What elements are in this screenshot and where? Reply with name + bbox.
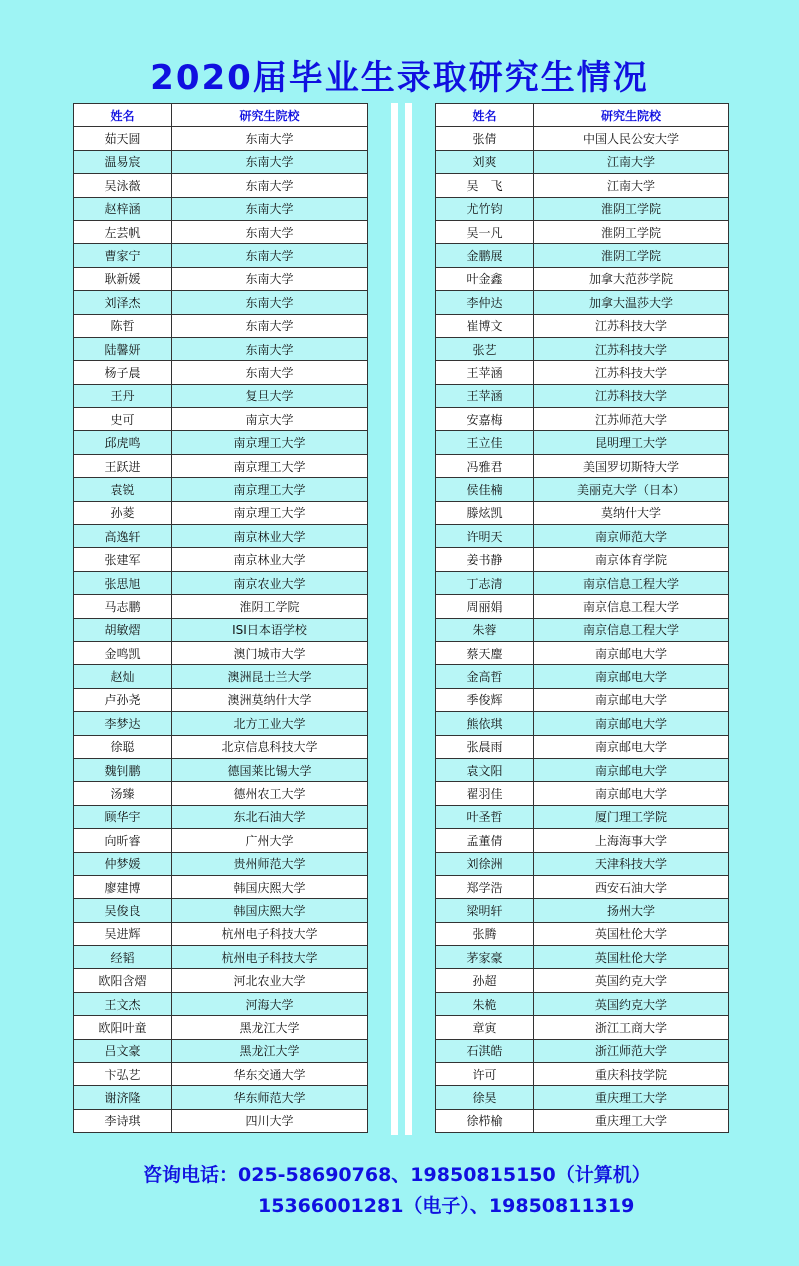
table-row (436, 946, 729, 969)
table-row (74, 501, 368, 524)
table-row (74, 852, 368, 875)
student-name-cell: 仲梦媛 (74, 852, 172, 875)
school-name-cell: 美丽克大学（日本） (534, 478, 729, 501)
table-header-row (74, 104, 368, 127)
table-row (74, 946, 368, 969)
school-name-cell: 英国约克大学 (534, 969, 729, 992)
school-name-cell: 加拿大温莎大学 (534, 291, 729, 314)
table-row (436, 1063, 729, 1086)
table-row (74, 688, 368, 711)
table-row (74, 665, 368, 688)
table-row (74, 127, 368, 150)
table-row (74, 197, 368, 220)
student-name-cell: 翟羽佳 (436, 782, 534, 805)
table-row (436, 478, 729, 501)
column-header-name: 姓名 (436, 104, 534, 127)
table-row (436, 525, 729, 548)
school-name-cell: 南京师范大学 (534, 525, 729, 548)
student-name-cell: 朱蓉 (436, 618, 534, 641)
table-row (74, 782, 368, 805)
school-name-cell: 南京信息工程大学 (534, 571, 729, 594)
table-row (74, 267, 368, 290)
table-row (74, 899, 368, 922)
school-name-cell: 江南大学 (534, 174, 729, 197)
student-name-cell: 朱桅 (436, 992, 534, 1015)
table-row (74, 712, 368, 735)
student-name-cell: 邱虎鸣 (74, 431, 172, 454)
student-name-cell: 廖建博 (74, 875, 172, 898)
student-name-cell: 吴 飞 (436, 174, 534, 197)
school-name-cell: 重庆理工大学 (534, 1109, 729, 1132)
table-row (436, 688, 729, 711)
table-row (436, 408, 729, 431)
student-name-cell: 张腾 (436, 922, 534, 945)
table-row (436, 220, 729, 243)
school-name-cell: 南京信息工程大学 (534, 595, 729, 618)
table-row (74, 1039, 368, 1062)
school-name-cell: 东南大学 (172, 220, 368, 243)
school-name-cell: 江苏科技大学 (534, 314, 729, 337)
school-name-cell: 淮阴工学院 (172, 595, 368, 618)
school-name-cell: 南京邮电大学 (534, 782, 729, 805)
school-name-cell: 广州大学 (172, 829, 368, 852)
student-name-cell: 经韬 (74, 946, 172, 969)
student-name-cell: 李仲达 (436, 291, 534, 314)
student-name-cell: 季俊辉 (436, 688, 534, 711)
school-name-cell: 南京邮电大学 (534, 665, 729, 688)
table-row (436, 127, 729, 150)
table-row (74, 829, 368, 852)
student-name-cell: 侯佳楠 (436, 478, 534, 501)
school-name-cell: 南京林业大学 (172, 548, 368, 571)
table-row (74, 337, 368, 360)
table-row (436, 571, 729, 594)
school-name-cell: 贵州师范大学 (172, 852, 368, 875)
student-name-cell: 王丹 (74, 384, 172, 407)
school-name-cell: 韩国庆熙大学 (172, 899, 368, 922)
table-row (74, 595, 368, 618)
table-row (436, 969, 729, 992)
student-name-cell: 孙超 (436, 969, 534, 992)
student-name-cell: 姜书静 (436, 548, 534, 571)
student-name-cell: 茹天圆 (74, 127, 172, 150)
student-name-cell: 王文杰 (74, 992, 172, 1015)
student-name-cell: 石淇皓 (436, 1039, 534, 1062)
table-row (436, 291, 729, 314)
student-name-cell: 张思旭 (74, 571, 172, 594)
school-name-cell: ISI日本语学校 (172, 618, 368, 641)
student-name-cell: 张艺 (436, 337, 534, 360)
table-row (436, 314, 729, 337)
table-row (74, 1086, 368, 1109)
school-name-cell: 加拿大范莎学院 (534, 267, 729, 290)
school-name-cell: 西安石油大学 (534, 875, 729, 898)
student-name-cell: 徐昊 (436, 1086, 534, 1109)
school-name-cell: 澳洲莫纳什大学 (172, 688, 368, 711)
table-row (74, 758, 368, 781)
student-name-cell: 吴泳薇 (74, 174, 172, 197)
student-name-cell: 叶圣哲 (436, 805, 534, 828)
table-row (436, 665, 729, 688)
table-row (74, 992, 368, 1015)
school-name-cell: 德州农工大学 (172, 782, 368, 805)
school-name-cell: 淮阴工学院 (534, 220, 729, 243)
student-name-cell: 滕炫凯 (436, 501, 534, 524)
table-row (74, 735, 368, 758)
column-header-school: 研究生院校 (172, 104, 368, 127)
school-name-cell: 南京邮电大学 (534, 758, 729, 781)
table-row (436, 150, 729, 173)
student-name-cell: 徐聪 (74, 735, 172, 758)
school-name-cell: 北京信息科技大学 (172, 735, 368, 758)
school-name-cell: 厦门理工学院 (534, 805, 729, 828)
school-name-cell: 韩国庆熙大学 (172, 875, 368, 898)
student-name-cell: 张倩 (436, 127, 534, 150)
school-name-cell: 北方工业大学 (172, 712, 368, 735)
student-name-cell: 许明天 (436, 525, 534, 548)
school-name-cell: 江苏科技大学 (534, 361, 729, 384)
table-row (74, 618, 368, 641)
table-row (74, 174, 368, 197)
student-name-cell: 李梦达 (74, 712, 172, 735)
table-row (74, 384, 368, 407)
school-name-cell: 南京理工大学 (172, 478, 368, 501)
student-name-cell: 魏钊鹏 (74, 758, 172, 781)
table-row (74, 922, 368, 945)
school-name-cell: 江苏科技大学 (534, 337, 729, 360)
school-name-cell: 美国罗切斯特大学 (534, 454, 729, 477)
student-name-cell: 叶金鑫 (436, 267, 534, 290)
table-row (436, 501, 729, 524)
column-header-school: 研究生院校 (534, 104, 729, 127)
column-divider (391, 103, 398, 1135)
table-row (74, 361, 368, 384)
school-name-cell: 浙江师范大学 (534, 1039, 729, 1062)
table-row (436, 712, 729, 735)
student-name-cell: 梁明轩 (436, 899, 534, 922)
student-name-cell: 杨子晨 (74, 361, 172, 384)
student-name-cell: 袁文阳 (436, 758, 534, 781)
school-name-cell: 东南大学 (172, 361, 368, 384)
school-name-cell: 华东师范大学 (172, 1086, 368, 1109)
student-name-cell: 吕文豪 (74, 1039, 172, 1062)
table-row (436, 782, 729, 805)
student-name-cell: 安嘉梅 (436, 408, 534, 431)
school-name-cell: 东南大学 (172, 197, 368, 220)
table-row (74, 291, 368, 314)
student-name-cell: 刘爽 (436, 150, 534, 173)
student-name-cell: 熊依琪 (436, 712, 534, 735)
student-name-cell: 王苹涵 (436, 384, 534, 407)
table-row (436, 922, 729, 945)
school-name-cell: 南京林业大学 (172, 525, 368, 548)
column-header-name: 姓名 (74, 104, 172, 127)
table-row (74, 969, 368, 992)
student-name-cell: 尤竹钧 (436, 197, 534, 220)
table-row (436, 174, 729, 197)
table-row (436, 875, 729, 898)
school-name-cell: 英国约克大学 (534, 992, 729, 1015)
contact-line-1: 咨询电话：025-58690768、19850815150（计算机） (143, 1164, 651, 1186)
table-row (74, 1063, 368, 1086)
table-row (74, 314, 368, 337)
student-name-cell: 赵灿 (74, 665, 172, 688)
school-name-cell: 杭州电子科技大学 (172, 922, 368, 945)
school-name-cell: 扬州大学 (534, 899, 729, 922)
table-row (74, 641, 368, 664)
student-name-cell: 陆馨妍 (74, 337, 172, 360)
student-name-cell: 孙菱 (74, 501, 172, 524)
student-name-cell: 谢济隆 (74, 1086, 172, 1109)
student-name-cell: 郑学浩 (436, 875, 534, 898)
table-row (74, 478, 368, 501)
school-name-cell: 南京理工大学 (172, 501, 368, 524)
table-row (74, 431, 368, 454)
school-name-cell: 东南大学 (172, 314, 368, 337)
school-name-cell: 河北农业大学 (172, 969, 368, 992)
student-name-cell: 周丽娟 (436, 595, 534, 618)
student-name-cell: 耿新媛 (74, 267, 172, 290)
school-name-cell: 南京邮电大学 (534, 712, 729, 735)
table-row (74, 220, 368, 243)
student-name-cell: 吴一凡 (436, 220, 534, 243)
student-name-cell: 曹家宁 (74, 244, 172, 267)
school-name-cell: 江苏师范大学 (534, 408, 729, 431)
student-name-cell: 向昕睿 (74, 829, 172, 852)
school-name-cell: 南京大学 (172, 408, 368, 431)
table-row (436, 197, 729, 220)
admission-table-right (435, 103, 729, 1133)
school-name-cell: 华东交通大学 (172, 1063, 368, 1086)
student-name-cell: 吴进辉 (74, 922, 172, 945)
admission-table-left (73, 103, 368, 1133)
school-name-cell: 东南大学 (172, 291, 368, 314)
table-row (74, 805, 368, 828)
student-name-cell: 王苹涵 (436, 361, 534, 384)
table-row (436, 244, 729, 267)
student-name-cell: 左芸帆 (74, 220, 172, 243)
school-name-cell: 东北石油大学 (172, 805, 368, 828)
school-name-cell: 南京信息工程大学 (534, 618, 729, 641)
table-row (436, 1086, 729, 1109)
student-name-cell: 张建军 (74, 548, 172, 571)
table-row (436, 618, 729, 641)
student-name-cell: 史可 (74, 408, 172, 431)
table-row (436, 992, 729, 1015)
table-row (436, 431, 729, 454)
table-row (436, 735, 729, 758)
student-name-cell: 马志鹏 (74, 595, 172, 618)
student-name-cell: 王跃进 (74, 454, 172, 477)
table-row (436, 641, 729, 664)
table-row (436, 267, 729, 290)
student-name-cell: 蔡天麈 (436, 641, 534, 664)
table-row (74, 1016, 368, 1039)
table-row (436, 805, 729, 828)
contact-line-2: 15366001281（电子）、19850811319 (258, 1195, 635, 1217)
school-name-cell: 天津科技大学 (534, 852, 729, 875)
table-row (74, 875, 368, 898)
student-name-cell: 刘徐洲 (436, 852, 534, 875)
school-name-cell: 黑龙江大学 (172, 1016, 368, 1039)
school-name-cell: 东南大学 (172, 337, 368, 360)
student-name-cell: 徐栉榆 (436, 1109, 534, 1132)
school-name-cell: 重庆理工大学 (534, 1086, 729, 1109)
table-row (74, 244, 368, 267)
table-row (436, 548, 729, 571)
school-name-cell: 莫纳什大学 (534, 501, 729, 524)
student-name-cell: 冯雅君 (436, 454, 534, 477)
student-name-cell: 张晨雨 (436, 735, 534, 758)
table-row (74, 408, 368, 431)
school-name-cell: 东南大学 (172, 127, 368, 150)
student-name-cell: 王立佳 (436, 431, 534, 454)
school-name-cell: 英国杜伦大学 (534, 922, 729, 945)
table-row (436, 852, 729, 875)
table-row (436, 758, 729, 781)
school-name-cell: 河海大学 (172, 992, 368, 1015)
school-name-cell: 南京理工大学 (172, 431, 368, 454)
table-row (436, 384, 729, 407)
table-row (436, 1109, 729, 1132)
table-row (436, 337, 729, 360)
school-name-cell: 南京邮电大学 (534, 688, 729, 711)
school-name-cell: 南京体育学院 (534, 548, 729, 571)
table-row (74, 454, 368, 477)
table-row (74, 1109, 368, 1132)
table-row (436, 361, 729, 384)
student-name-cell: 茅家豪 (436, 946, 534, 969)
student-name-cell: 李诗琪 (74, 1109, 172, 1132)
student-name-cell: 赵梓涵 (74, 197, 172, 220)
table-row (436, 1039, 729, 1062)
school-name-cell: 上海海事大学 (534, 829, 729, 852)
student-name-cell: 丁志清 (436, 571, 534, 594)
student-name-cell: 金高哲 (436, 665, 534, 688)
school-name-cell: 澳洲昆士兰大学 (172, 665, 368, 688)
column-divider (405, 103, 412, 1135)
student-name-cell: 欧阳含熠 (74, 969, 172, 992)
school-name-cell: 淮阴工学院 (534, 244, 729, 267)
school-name-cell: 澳门城市大学 (172, 641, 368, 664)
school-name-cell: 东南大学 (172, 174, 368, 197)
student-name-cell: 汤臻 (74, 782, 172, 805)
student-name-cell: 许可 (436, 1063, 534, 1086)
student-name-cell: 崔博文 (436, 314, 534, 337)
student-name-cell: 胡敏熠 (74, 618, 172, 641)
school-name-cell: 南京邮电大学 (534, 735, 729, 758)
school-name-cell: 江南大学 (534, 150, 729, 173)
page-title: 2020届毕业生录取研究生情况 (150, 58, 649, 98)
school-name-cell: 淮阴工学院 (534, 197, 729, 220)
school-name-cell: 南京理工大学 (172, 454, 368, 477)
table-row (74, 150, 368, 173)
school-name-cell: 江苏科技大学 (534, 384, 729, 407)
student-name-cell: 卞弘艺 (74, 1063, 172, 1086)
school-name-cell: 黑龙江大学 (172, 1039, 368, 1062)
school-name-cell: 南京邮电大学 (534, 641, 729, 664)
school-name-cell: 复旦大学 (172, 384, 368, 407)
table-row (436, 595, 729, 618)
school-name-cell: 重庆科技学院 (534, 1063, 729, 1086)
student-name-cell: 欧阳叶童 (74, 1016, 172, 1039)
student-name-cell: 刘泽杰 (74, 291, 172, 314)
school-name-cell: 东南大学 (172, 150, 368, 173)
school-name-cell: 东南大学 (172, 244, 368, 267)
student-name-cell: 金鹏展 (436, 244, 534, 267)
school-name-cell: 四川大学 (172, 1109, 368, 1132)
school-name-cell: 英国杜伦大学 (534, 946, 729, 969)
table-row (436, 454, 729, 477)
student-name-cell: 章寅 (436, 1016, 534, 1039)
school-name-cell: 杭州电子科技大学 (172, 946, 368, 969)
student-name-cell: 陈哲 (74, 314, 172, 337)
student-name-cell: 温易宸 (74, 150, 172, 173)
table-row (436, 899, 729, 922)
school-name-cell: 浙江工商大学 (534, 1016, 729, 1039)
student-name-cell: 卢孙尧 (74, 688, 172, 711)
school-name-cell: 中国人民公安大学 (534, 127, 729, 150)
school-name-cell: 东南大学 (172, 267, 368, 290)
student-name-cell: 高逸轩 (74, 525, 172, 548)
student-name-cell: 顾华宇 (74, 805, 172, 828)
school-name-cell: 德国莱比锡大学 (172, 758, 368, 781)
student-name-cell: 金鸣凯 (74, 641, 172, 664)
student-name-cell: 袁锐 (74, 478, 172, 501)
school-name-cell: 南京农业大学 (172, 571, 368, 594)
table-row (74, 525, 368, 548)
school-name-cell: 昆明理工大学 (534, 431, 729, 454)
student-name-cell: 孟董倩 (436, 829, 534, 852)
table-header-row (436, 104, 729, 127)
table-row (74, 548, 368, 571)
student-name-cell: 吴俊良 (74, 899, 172, 922)
table-row (436, 1016, 729, 1039)
table-row (74, 571, 368, 594)
table-row (436, 829, 729, 852)
